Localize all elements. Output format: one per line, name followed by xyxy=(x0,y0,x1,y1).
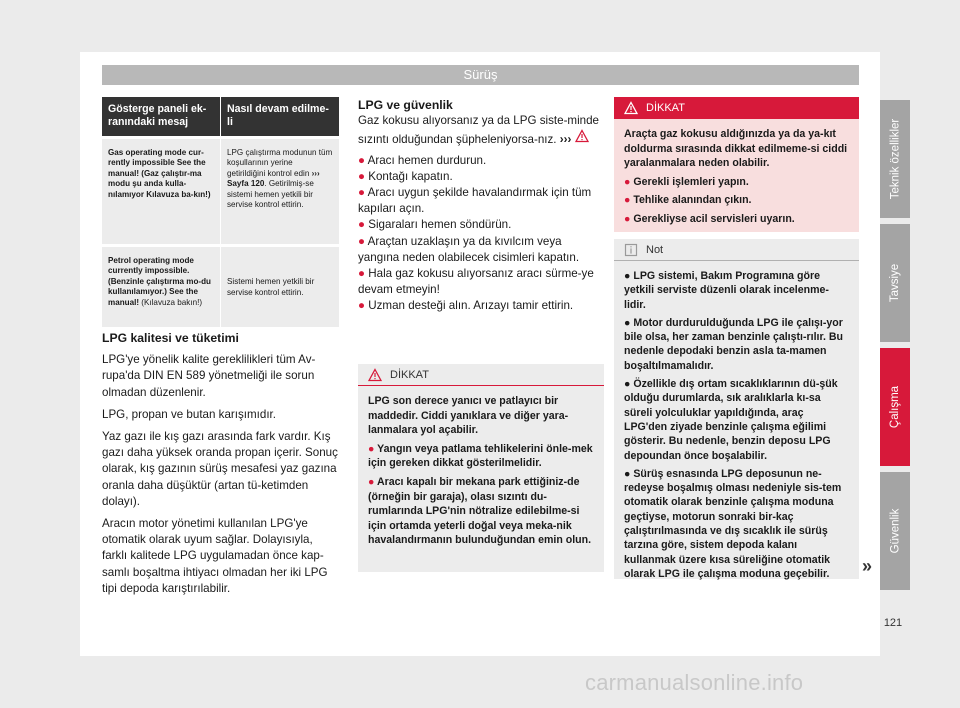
tab-calisma[interactable] xyxy=(880,348,910,466)
list-item-text: Gerekliyse acil servisleri uyarın. xyxy=(633,212,795,225)
list-item-text: Hala gaz kokusu alıyorsanız aracı sürme-ye devam etmeyin! xyxy=(358,267,594,297)
tab-guvenlik[interactable] xyxy=(880,472,910,590)
watermark: carmanualsonline.info xyxy=(585,670,804,695)
table-cell-action xyxy=(220,247,339,327)
list-item-text: Yangın veya patlama tehlikelerini önle-mek için gereken dikkat gösterilmelidir. xyxy=(368,442,593,470)
warning-box-body xyxy=(358,386,604,560)
bullet-icon: ● xyxy=(358,267,366,281)
list-item xyxy=(624,193,849,208)
list-item-text: Kontağı kapatın. xyxy=(368,169,453,183)
list-item xyxy=(624,175,849,190)
page-reference-link[interactable]: ››› Sayfa 120 xyxy=(227,168,320,189)
message-text: Gas operating mode cur-rently impossible See the manual! (Gaz çalıştır-ma modu şu anda kulla-nılamıyor Kılavuza ba-kın!) xyxy=(108,148,211,199)
bullet-icon: ● xyxy=(368,442,375,455)
list-item-text: Sürüş esnasında LPG deposunun ne-redeyse boşalmış olması nedeniyle sis-tem otomatik olarak benzinle çalışma moduna geçtiyse, motorun sonraki bir-kaç çalıştırılmasında ve dış sıcaklık ile sürüş tarzına göre, sistem depoda kalanı kullanmak üzere kısa süreliğine otomatik olarak LPG ile çalışma moduna geçebilir. xyxy=(624,467,842,580)
page-number: 121 xyxy=(883,617,903,629)
list-item-text: Araçtan uzaklaşın ya da kıvılcım veya yangına neden olabilecek cisimleri kapatın. xyxy=(358,234,580,264)
warning-triangle-icon xyxy=(575,129,589,143)
note-box xyxy=(614,239,859,579)
note-box-header xyxy=(614,239,859,261)
lpg-quality-section xyxy=(102,330,339,603)
warning-title: DİKKAT xyxy=(390,368,429,381)
message-table xyxy=(102,97,339,327)
warning-text: Araçta gaz kokusu aldığınızda ya da ya-kıt doldurma sırasında dikkat edilmeme-si ciddi yaralanmalara neden olabilir. xyxy=(624,128,848,170)
table-header xyxy=(102,97,339,136)
warning-triangle-icon xyxy=(624,101,638,115)
paragraph: LPG, propan ve butan karışımıdır. xyxy=(102,407,276,421)
list-item xyxy=(358,266,604,298)
warning-title: DİKKAT xyxy=(646,102,685,114)
list-item-text: Özellikle dış ortam sıcaklıklarının dü-şük olduğu durumlarda, sık aralıklarla kı-sa süreli yolculuklar yapıldığında, araç LPG'den ziyade benzinle çalışma eğilimi gösterir. Bu nedenle, benzin deposu LPG depoundan önce boşalabilir. xyxy=(624,378,838,462)
intro-sentence: Gaz kokusu alıyorsanız ya da LPG siste-minde sızıntı olduğundan şüpheleniyorsa-nız. xyxy=(358,114,600,147)
bullet-icon: ● xyxy=(358,186,366,200)
table-row xyxy=(102,136,339,244)
warning-reference-link[interactable]: ››› xyxy=(559,133,572,147)
intro-text xyxy=(358,113,604,148)
list-item xyxy=(358,234,604,266)
paragraph: Aracın motor yönetimi kullanılan LPG'ye otomatik olarak uyum sağlar. Dolayısıyla, farklı kalitede LPG uygulamadan önce kap-samlı boşaltma ihtiyacı olmadan her iki LPG tipi depoda karıştırılabilir. xyxy=(102,517,328,595)
bullet-icon: ● xyxy=(624,194,631,207)
list-item: ● LPG sistemi, Bakım Programına göre yetkili serviste düzenli olarak incelenme-lidir. xyxy=(624,270,829,311)
bullet-icon: ● xyxy=(358,299,366,313)
safety-steps-list xyxy=(358,153,604,315)
warning-box-gas-smell xyxy=(614,97,859,232)
note-title: Not xyxy=(646,243,664,256)
tab-tavsiye[interactable] xyxy=(880,224,910,342)
bullet-icon: ● xyxy=(358,169,366,183)
tab-label: Tavsiye xyxy=(889,263,902,303)
list-item-text: Aracı uygun şekilde havalandırmak için tüm kapıları açın. xyxy=(358,186,592,216)
action-text-cont: . Getirilmiş-se sistemi hemen yetkili bir servise kontrol ettirin. xyxy=(227,179,314,210)
tab-label: Teknik özellikler xyxy=(889,118,901,200)
list-item: ● Motor durdurulduğunda LPG ile çalışı-yor bile olsa, her zaman benzinle çalıştı-rılır. Bu nedenle depodaki benzin asla ta-mamen boşaltılmamalıdır. xyxy=(624,316,844,372)
info-icon xyxy=(624,243,638,257)
tab-label: Güvenlik xyxy=(889,508,901,554)
list-item-text: Gerekli işlemleri yapın. xyxy=(633,175,749,188)
tab-label: Çalışma xyxy=(889,385,901,429)
list-item-text: Aracı hemen durdurun. xyxy=(367,153,487,167)
tab-teknik-ozellikler[interactable] xyxy=(880,100,910,218)
list-item-text: Sigaraları hemen söndürün. xyxy=(368,218,512,232)
paragraph: Yaz gazı ile kış gazı arasında fark vardır. Kış gazı daha yüksek oranda propan içerir. Sonuç olarak, kış gazının sürüş mesafesi yaz gazına oranla daha düşüktür (artan tü-ketimden dolayı). xyxy=(102,430,338,508)
warning-box-flammable xyxy=(358,364,604,572)
table-cell-message xyxy=(102,139,220,244)
action-text: Sistemi hemen yetkili bir servise kontrol ettirin. xyxy=(227,277,315,297)
list-item xyxy=(624,212,849,227)
list-item: ● Özellikle dış ortam sıcaklıklarının dü-şük olduğu durumlarda, sık aralıklarla kı-sa süreli yolculuklar yapıldığında, araç LPG'den ziyade benzinle çalışma eğilimi gösterir. Bu nedenle, benzin deposu LPG depoundan önce boşalabilir. xyxy=(624,378,838,462)
list-item xyxy=(358,217,604,233)
list-item-text: Uzman desteği alın. Arızayı tamir ettirin. xyxy=(368,299,574,313)
warning-box-body xyxy=(614,119,859,232)
list-item xyxy=(358,298,604,314)
list-item-text: Aracı kapalı bir mekana park ettiğiniz-de (örneğin bir garaja), olası sızıntı du-rumlarında LPG'nin nötralize edilebilme-si için ortamda yeterli doğal veya meka-nik havalandırmanın bulunduğundan emin olun. xyxy=(368,475,592,547)
list-item: ● Sürüş esnasında LPG deposunun ne-redeyse boşalmış olması nedeniyle sis-tem otomatik olarak benzinle çalışma moduna geçtiyse, motorun sonraki bir-kaç çalıştırılmasında ve dış sıcaklık ile sürüş tarzına göre, sistem depoda kalanı kullanmak üzere kısa süreliğine otomatik olarak LPG ile çalışma moduna geçebilir. xyxy=(624,467,842,580)
table-cell-message xyxy=(102,247,220,327)
message-text: Petrol operating mode currently impossible. (Benzinle çalıştırma mo-du kullanılamıyor.) See the manual! xyxy=(108,256,211,307)
warning-box-header xyxy=(614,97,859,119)
lpg-safety-section xyxy=(358,97,604,315)
list-item-text: LPG sistemi, Bakım Programına göre yetkili serviste düzenli olarak incelenme-lidir. xyxy=(624,270,829,311)
list-item xyxy=(368,475,594,548)
list-item xyxy=(358,185,604,217)
paragraph: LPG'ye yönelik kalite gereklilikleri tüm Av-rupa'da DIN EN 589 yönetmeliği ile sorun olmadan düzenlenir. xyxy=(102,353,316,399)
list-item-text: Tehlike alanından çıkın. xyxy=(633,194,752,207)
list-item xyxy=(368,442,594,471)
table-header-message: Gösterge paneli ek-ranındaki mesaj xyxy=(108,103,207,128)
action-text: LPG çalıştırma modunun tüm koşullarının yerine getirildiğini kontrol edin xyxy=(227,148,333,178)
bullet-icon: ● xyxy=(358,218,366,232)
bullet-icon: ● xyxy=(358,234,366,248)
message-text-normal: (Kılavuza bakın!) xyxy=(139,297,203,307)
table-cell-action xyxy=(220,139,339,244)
section-heading: LPG kalitesi ve tüketimi xyxy=(102,331,239,345)
warning-triangle-icon xyxy=(368,368,382,382)
section-header: Sürüş xyxy=(102,65,859,85)
warning-text: LPG son derece yanıcı ve patlayıcı bir maddedir. Ciddi yanıklara ve diğer yara-lanmalara yol açabilir. xyxy=(368,395,569,437)
warning-box-header xyxy=(358,364,604,386)
list-item xyxy=(358,153,604,169)
bullet-icon: ● xyxy=(368,475,375,488)
bullet-icon: ● xyxy=(358,153,366,167)
table-row xyxy=(102,244,339,327)
bullet-icon: ● xyxy=(624,175,631,188)
continue-arrow-icon: » xyxy=(862,556,873,576)
table-header-action: Nasıl devam edilme-li xyxy=(220,97,339,136)
list-item-text: Motor durdurulduğunda LPG ile çalışı-yor bile olsa, her zaman benzinle çalıştı-rılır. Bu nedenle depodaki benzin asla ta-mamen boşaltılmamalıdır. xyxy=(624,316,844,372)
bullet-icon: ● xyxy=(624,212,631,225)
note-box-body xyxy=(614,261,859,593)
list-item xyxy=(358,169,604,185)
section-heading: LPG ve güvenlik xyxy=(358,98,453,112)
